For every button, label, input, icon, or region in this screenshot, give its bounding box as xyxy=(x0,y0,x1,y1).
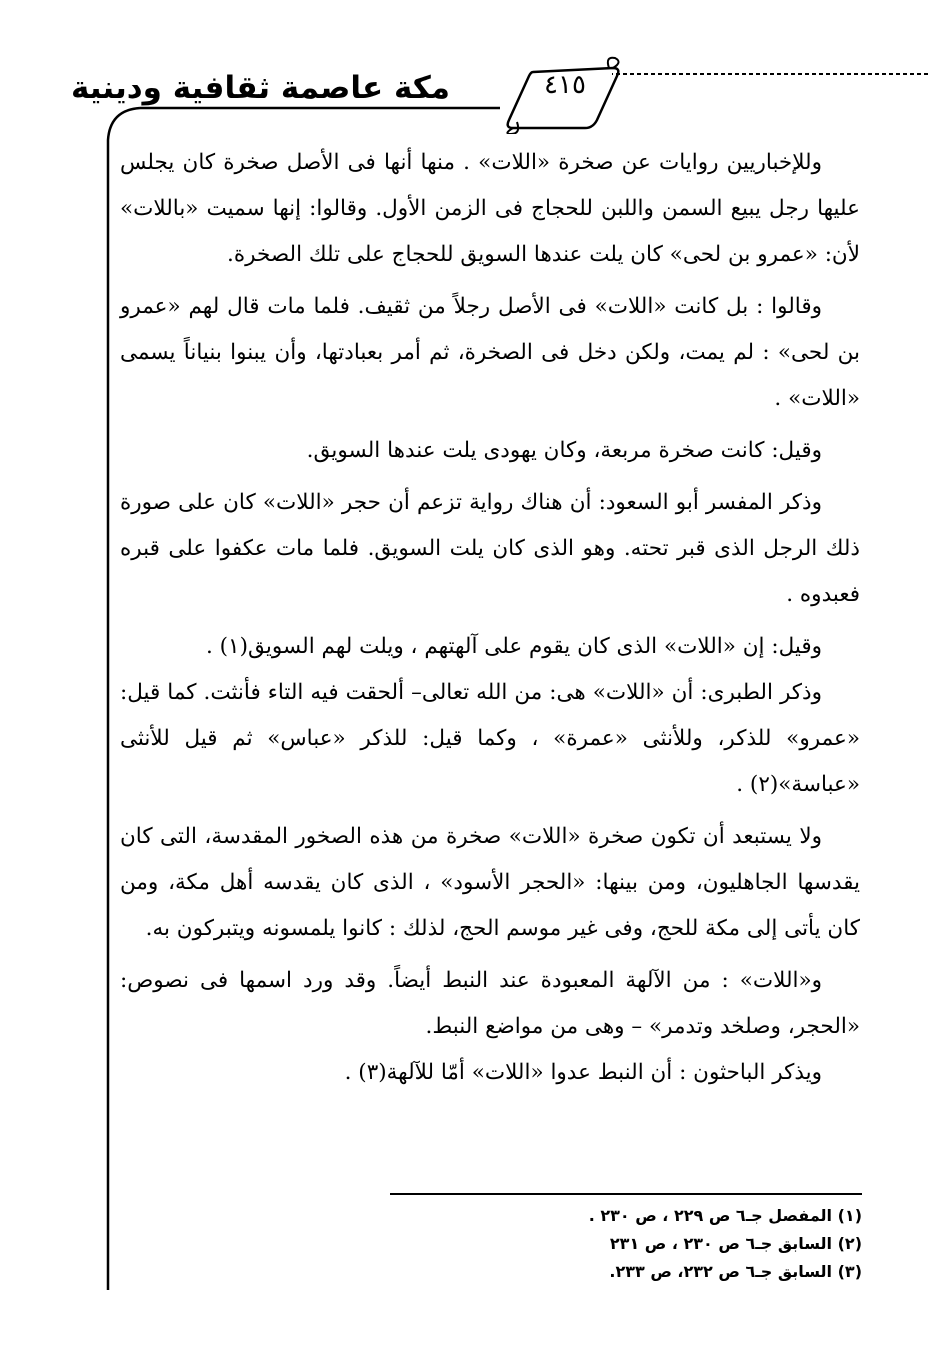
footnote: (٢) السابق جـ٦ ص ٢٣٠ ، ص ٢٣١ xyxy=(609,1234,862,1253)
main-text xyxy=(120,140,860,1102)
footnote-divider xyxy=(390,1193,862,1195)
paragraph: وقيل: كانت صخرة مربعة، وكان يهودى يلت عندها السويق. xyxy=(306,438,822,463)
footnote: (٣) السابق جـ٦ ص ٢٣٢، ص ٢٣٣. xyxy=(609,1262,862,1281)
running-header-title: مكة عاصمة ثقافية ودينية xyxy=(70,70,450,106)
paragraph: وقيل: إن «اللات» الذى كان يقوم على آلهتهم ، ويلت لهم السويق(١) . xyxy=(205,634,822,659)
page-number: ٤١٥ xyxy=(544,70,586,100)
paragraph: ولا يستبعد أن تكون صخرة «اللات» صخرة من هذه الصخور المقدسة، التى كان يقدسها الجاهليون، ومن بينها: «الحجر الأسود» ، الذى كان يقدسه أهل مكة، ومن كان يأتى إلى مكة للحج، وفى غير موسم الحج، لذلك : كانوا يلمسونه ويتبركون به. xyxy=(120,824,860,941)
paragraph: و«اللات» : من الآلهة المعبودة عند النبط أيضاً. وقد ورد اسمها فى نصوص: «الحجر، وصلخد وتدمر» – وهى من مواضع النبط. xyxy=(120,968,860,1039)
footnote: (١) المفصل جـ٦ ص ٢٢٩ ، ص ٢٣٠ . xyxy=(588,1206,862,1225)
paragraph: ويذكر الباحثون : أن النبط عدوا «اللات» أمّا للآلهة(٣) . xyxy=(344,1060,822,1085)
paragraph: وذكر الطبرى: أن «اللات» هى: من الله تعالى– ألحقت فيه التاء فأنثت. كما قيل: «عمرو» للذكر، وللأنثى «عمرة» ، وكما قيل: للذكر «عباس» ثم قيل للأنثى «عباسة»(٢) . xyxy=(120,680,860,797)
footnotes xyxy=(390,1202,862,1286)
paragraph: وقالوا : بل كانت «اللات» فى الأصل رجلاً من ثقيف. فلما مات قال لهم «عمرو بن لحى» : لم يمت، ولكن دخل فى الصخرة، ثم أمر بعبادتها، وأن يبنوا بنياناً يسمى «اللات» . xyxy=(120,294,860,411)
paragraph: وللإخباريين روايات عن صخرة «اللات» . منها أنها فى الأصل صخرة كان يجلس عليها رجل يبيع السمن واللبن للحجاج فى الزمن الأول. وقالوا: إنها سميت «باللات» لأن: «عمرو بن لحى» كان يلت عندها السويق للحجاج على تلك الصخرة. xyxy=(120,150,860,267)
paragraph: وذكر المفسر أبو السعود: أن هناك رواية تزعم أن حجر «اللات» كان على صورة ذلك الرجل الذى قبر تحته. وهو الذى كان يلت السويق. فلما مات عكفوا على قبره فعبدوه . xyxy=(120,490,860,607)
